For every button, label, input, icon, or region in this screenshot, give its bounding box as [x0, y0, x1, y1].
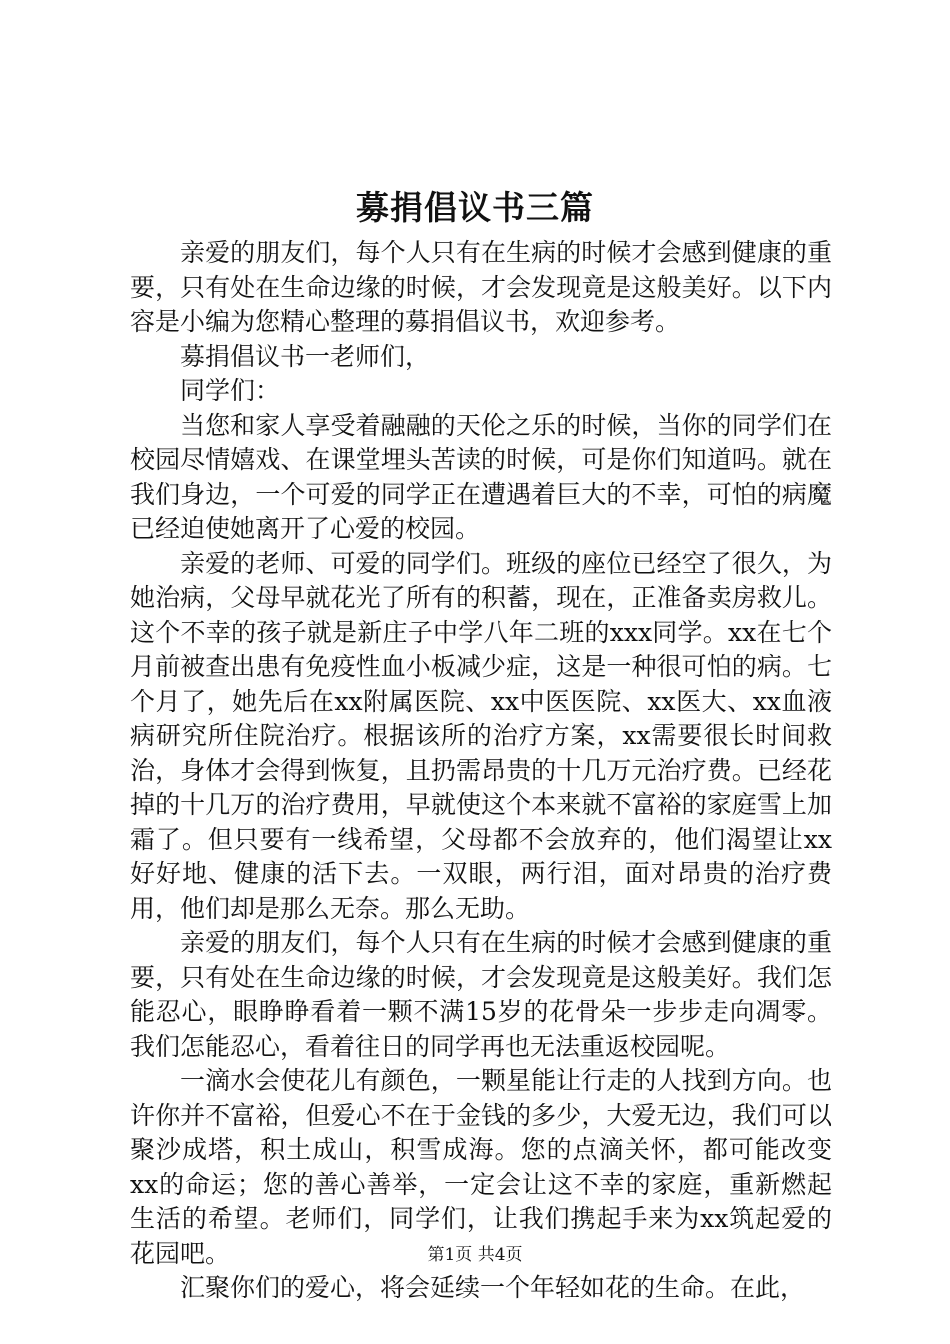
paragraph: 同学们： — [180, 376, 281, 405]
paragraph: 亲爱的朋友们，每个人只有在生病的时候才会感到健康的重要，只有处在生命边缘的时候，才会发现竟是这般美好。我们怎能忍心，眼睁睁看着一颗不满15岁的花骨朵一步步走向凋零。我们怎能忍心，看着往日的同学再也无法重返校园呢。 — [130, 928, 832, 1061]
paragraph: 亲爱的朋友们，每个人只有在生病的时候才会感到健康的重要，只有处在生命边缘的时候，才会发现竟是这般美好。以下内容是小编为您精心整理的募捐倡议书，欢迎参考。 — [130, 238, 832, 336]
paragraph: 当您和家人享受着融融的天伦之乐的时候，当你的同学们在校园尽情嬉戏、在课堂埋头苦读的时候，可是你们知道吗。就在我们身边，一个可爱的同学正在遭遇着巨大的不幸，可怕的病魔已经迫使她离开了心爱的校园。 — [130, 410, 832, 543]
paragraph: 亲爱的老师、可爱的同学们。班级的座位已经空了很久，为她治病，父母早就花光了所有的积蓄，现在，正准备卖房救儿。这个不幸的孩子就是新庄子中学八年二班的xxx同学。xx在七个月前被查出患有免疫性血小板减少症，这是一种很可怕的病。七个月了，她先后在xx附属医院、xx中医医院、xx医大、xx血液病研究所住院治疗。根据该所的治疗方案，xx需要很长时间救治，身体才会得到恢复，且扔需昂贵的十几万元治疗费。已经花掉的十几万的治疗费用，早就使这个本来就不富裕的家庭雪上加霜了。但只要有一线希望，父母都不会放弃的，他们渴望让xx好好地、健康的活下去。一双眼，两行泪，面对昂贵的治疗费用，他们却是那么无奈。那么无助。 — [130, 548, 832, 923]
paragraph: 募捐倡议书一老师们， — [180, 341, 431, 371]
paragraph: 一滴水会使花儿有颜色，一颗星能让行走的人找到方向。也许你并不富裕，但爱心不在于金钱的多少，大爱无边，我们可以聚沙成塔，积土成山，积雪成海。您的点滴关怀，都可能改变xx的命运；您的善心善举，一定会让这不幸的家庭，重新燃起生活的希望。老师们，同学们，让我们携起手来为xx筑起爱的花园吧。 — [130, 1066, 832, 1268]
document-title: 募捐倡议书三篇 — [356, 188, 594, 227]
page-footer: 第1页 共4页 — [427, 1245, 523, 1265]
document-body — [130, 236, 832, 1306]
paragraph: 汇聚你们的爱心，将会延续一个年轻如花的生命。在此， — [180, 1273, 806, 1302]
